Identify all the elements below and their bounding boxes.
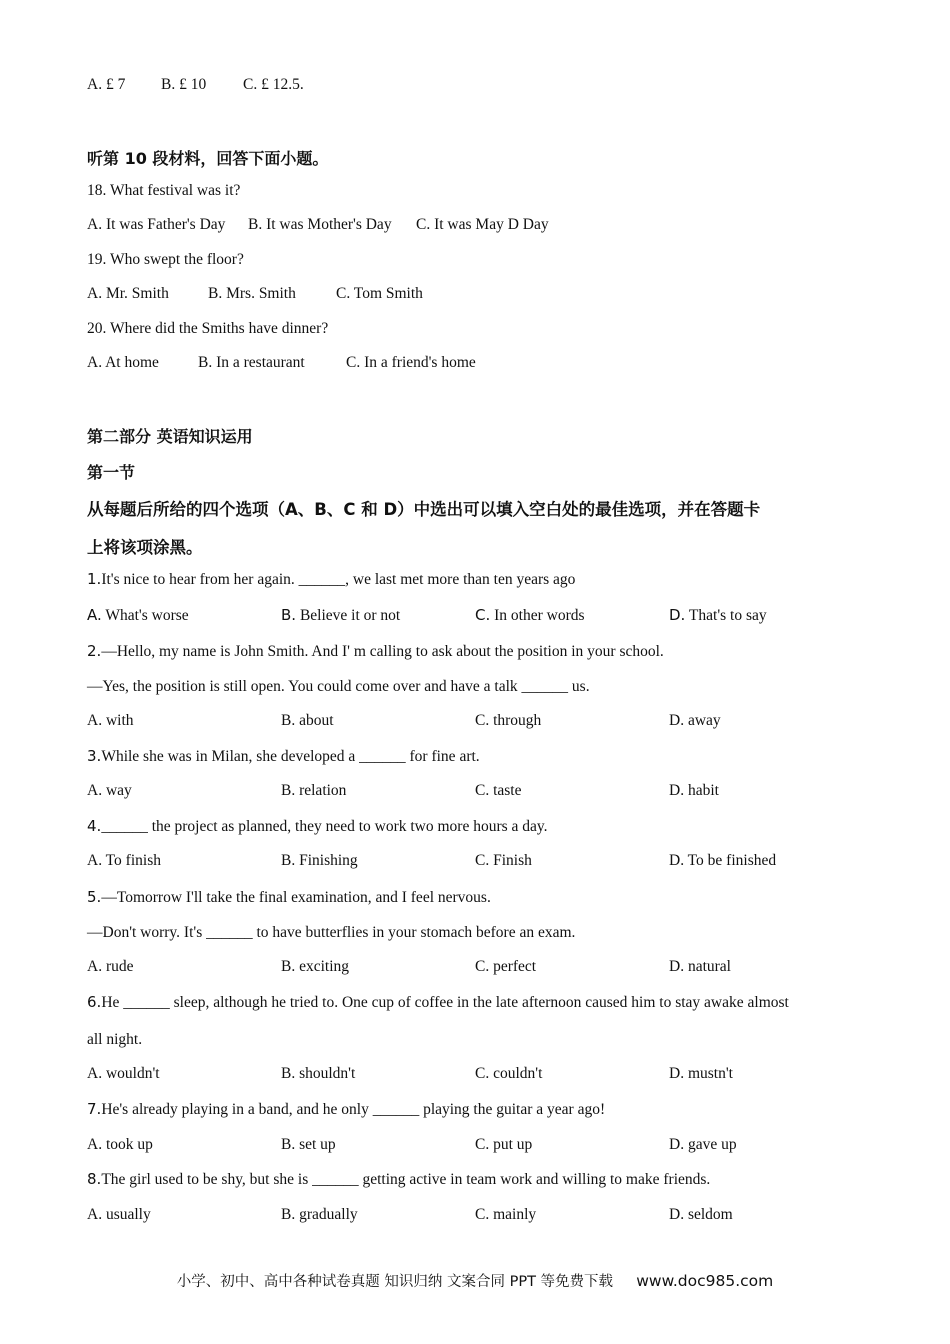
footer-site-link[interactable]: www.doc985.com: [636, 1272, 774, 1290]
question-3: [87, 747, 480, 766]
option-d: D. That's to say: [669, 606, 767, 624]
option-c: C. In a friend's home: [346, 354, 476, 371]
option-a: A. wouldn't: [87, 1065, 160, 1082]
question-text: He ______ sleep, although he tried to. One cup of coffee in the late afternoon caused him to stay awake almost: [101, 994, 789, 1011]
question-6: [87, 993, 789, 1012]
option-a: A. Mr. Smith: [87, 285, 169, 302]
option-d: D. natural: [669, 958, 731, 975]
option-b: B. relation: [281, 782, 347, 799]
question-text: He's already playing in a band, and he only ______ playing the guitar a year ago!: [101, 1101, 606, 1118]
question-5: [87, 888, 491, 907]
instruction-line-1: 从每题后所给的四个选项（A、B、C 和 D）中选出可以填入空白处的最佳选项，并在答题卡: [87, 500, 761, 519]
option-b: B. gradually: [281, 1206, 358, 1223]
question-6-line-2: all night.: [87, 1031, 143, 1048]
question-20: 20. Where did the Smiths have dinner?: [87, 320, 329, 337]
question-number: 3.: [87, 747, 102, 765]
option-c: C. taste: [475, 782, 522, 799]
option-c: C. couldn't: [475, 1065, 543, 1082]
option-c: C. perfect: [475, 958, 537, 975]
option-a: A. It was Father's Day: [87, 216, 226, 233]
question-text: —Hello, my name is John Smith. And I' m calling to ask about the position in your school.: [101, 643, 664, 660]
option-c: C. put up: [475, 1136, 533, 1153]
option-c: C. mainly: [475, 1206, 537, 1223]
question-8: [87, 1170, 710, 1189]
option-a: A. What's worse: [87, 606, 189, 624]
option-a: A. To finish: [87, 852, 161, 869]
question-4: [87, 817, 548, 836]
question-19: 19. Who swept the floor?: [87, 251, 244, 268]
question-text: It's nice to hear from her again. ______, we last met more than ten years ago: [101, 571, 576, 588]
option-b: B. £ 10: [161, 76, 207, 93]
option-b: B. about: [281, 712, 334, 729]
option-d: D. seldom: [669, 1206, 733, 1223]
footer-text: 小学、初中、高中各种试卷真题 知识归纳 文案合同 PPT 等免费下载: [176, 1274, 614, 1290]
option-d: D. To be finished: [669, 852, 777, 869]
question-number: 6.: [87, 993, 102, 1011]
option-d: D. away: [669, 712, 721, 729]
question-text: While she was in Milan, she developed a ______ for fine art.: [101, 748, 480, 765]
question-2: [87, 642, 664, 661]
question-number: 2.: [87, 642, 102, 660]
section-title: 第一节: [87, 463, 136, 482]
question-number: 8.: [87, 1170, 102, 1188]
question-number: 7.: [87, 1100, 102, 1118]
option-a: A. £ 7: [87, 76, 126, 93]
part-2-title: 第二部分 英语知识运用: [87, 427, 253, 446]
option-c: C. In other words: [475, 606, 585, 624]
question-number: 1.: [87, 570, 102, 588]
option-c: C. It was May D Day: [416, 216, 549, 233]
question-number: 4.: [87, 817, 102, 835]
option-b: B. It was Mother's Day: [248, 216, 392, 233]
option-b: B. set up: [281, 1136, 336, 1153]
instruction-line-2: 上将该项涂黑。: [87, 538, 203, 557]
question-text: ______ the project as planned, they need to work two more hours a day.: [101, 818, 548, 835]
question-2-line-2: —Yes, the position is still open. You could come over and have a talk ______ us.: [87, 678, 590, 695]
question-number: 5.: [87, 888, 102, 906]
option-c: C. £ 12.5.: [243, 76, 304, 93]
option-c: C. through: [475, 712, 542, 729]
option-c: C. Finish: [475, 852, 532, 869]
question-18: 18. What festival was it?: [87, 182, 241, 199]
option-d: D. habit: [669, 782, 719, 799]
question-text: —Tomorrow I'll take the final examination, and I feel nervous.: [101, 889, 491, 906]
option-a: A. with: [87, 712, 134, 729]
option-d: D. mustn't: [669, 1065, 733, 1082]
question-text: The girl used to be shy, but she is ______ getting active in team work and willing to make friends.: [101, 1171, 711, 1188]
option-b: B. shouldn't: [281, 1065, 356, 1082]
page-footer: [0, 1270, 950, 1291]
option-a: A. took up: [87, 1136, 153, 1153]
option-a: A. At home: [87, 354, 159, 371]
question-1: [87, 570, 575, 589]
option-b: B. Finishing: [281, 852, 358, 869]
option-a: A. usually: [87, 1206, 151, 1223]
option-b: B. Believe it or not: [281, 606, 401, 624]
option-d: D. gave up: [669, 1136, 737, 1153]
option-b: B. exciting: [281, 958, 350, 975]
option-b: B. Mrs. Smith: [208, 285, 296, 302]
option-b: B. In a restaurant: [198, 354, 305, 371]
option-a: A. rude: [87, 958, 134, 975]
section-10-heading: 听第 10 段材料，回答下面小题。: [87, 149, 329, 168]
option-a: A. way: [87, 782, 132, 799]
question-5-line-2: —Don't worry. It's ______ to have butterflies in your stomach before an exam.: [87, 924, 576, 941]
option-c: C. Tom Smith: [336, 285, 423, 302]
question-7: [87, 1100, 605, 1119]
